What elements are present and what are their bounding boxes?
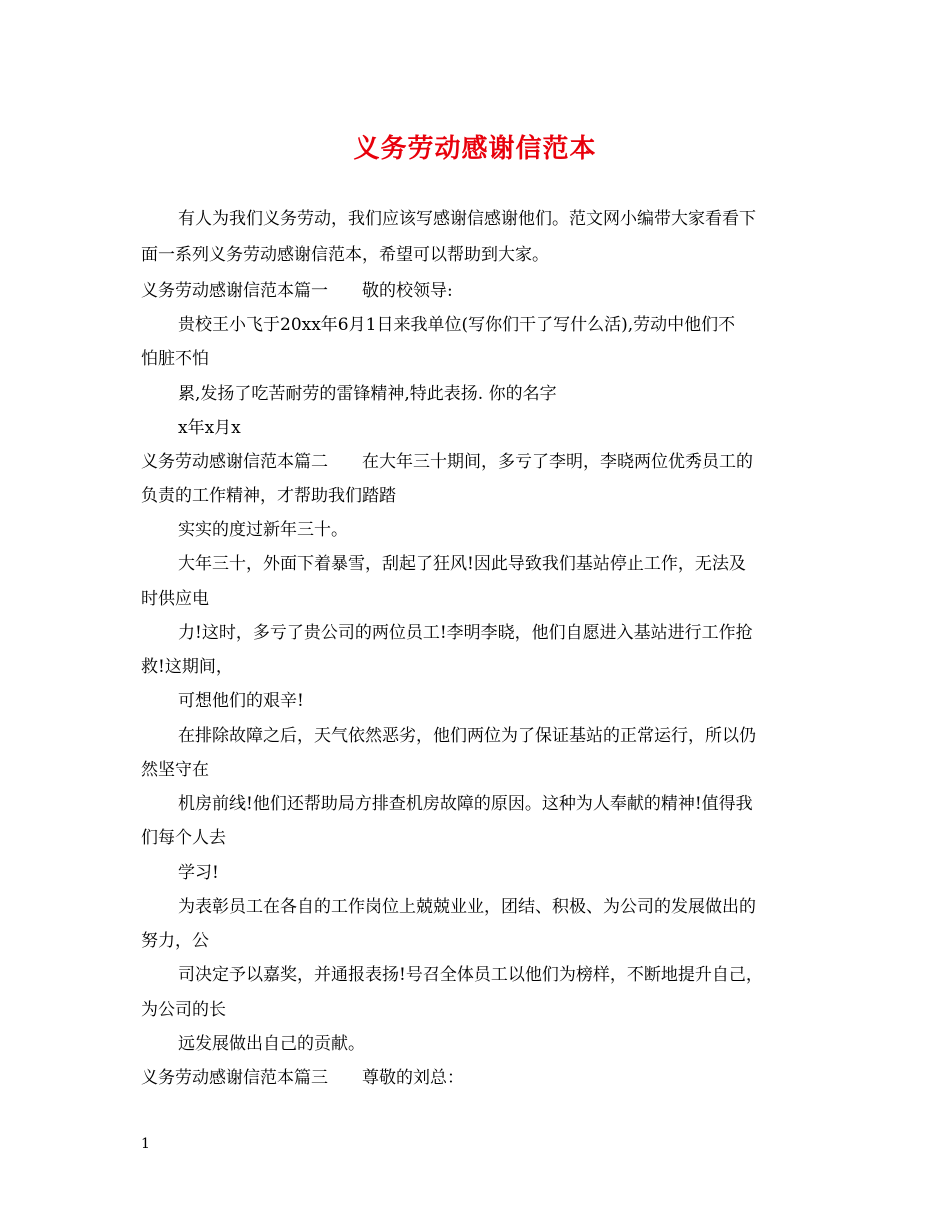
body-line: 负责的工作精神，才帮助我们踏踏 <box>141 486 396 506</box>
body-line: 为表彰员工在各自的工作岗位上兢兢业业，团结、积极、为公司的发展做出的 <box>178 897 756 917</box>
page-number: 1 <box>141 1136 150 1152</box>
body-line: 力!这时，多亏了贵公司的两位员工!李明李晓，他们自愿进入基站进行工作抢 <box>178 623 753 643</box>
body-line: 们每个人去 <box>141 828 226 848</box>
body-line: 为公司的长 <box>141 1000 226 1020</box>
section-heading-1: 义务劳动感谢信范本篇一 敬的校领导: <box>141 281 453 301</box>
section-heading-3: 义务劳动感谢信范本篇三 尊敬的刘总： <box>141 1068 464 1088</box>
body-line: 累,发扬了吃苦耐劳的雷锋精神,特此表扬. 你的名字 <box>178 384 557 404</box>
body-line: x年x月x <box>178 418 241 438</box>
body-line: 司决定予以嘉奖，并通报表扬!号召全体员工以他们为榜样，不断地提升自己， <box>178 965 763 985</box>
body-line: 远发展做出自己的贡献。 <box>178 1034 365 1054</box>
body-line: 机房前线!他们还帮助局方排查机房故障的原因。这种为人奉献的精神!值得我 <box>178 794 753 814</box>
document-title: 义务劳动感谢信范本 <box>353 134 597 164</box>
body-line: 然坚守在 <box>141 760 209 780</box>
body-line: 怕脏不怕 <box>141 349 209 369</box>
body-line: 学习! <box>178 863 219 883</box>
body-line: 大年三十，外面下着暴雪，刮起了狂风!因此导致我们基站停止工作，无法及 <box>178 554 746 574</box>
body-line: 贵校王小飞于20xx年6月1日来我单位(写你们干了写什么活),劳动中他们不 <box>178 315 736 335</box>
body-line: 面一系列义务劳动感谢信范本，希望可以帮助到大家。 <box>141 245 549 265</box>
body-line: 时供应电 <box>141 589 209 609</box>
section-heading-2: 义务劳动感谢信范本篇二 在大年三十期间，多亏了李明，李晓两位优秀员工的 <box>141 452 753 472</box>
body-line: 救!这期间， <box>141 657 233 677</box>
body-line: 实实的度过新年三十。 <box>178 520 348 540</box>
body-line: 努力，公 <box>141 931 209 951</box>
body-line: 可想他们的艰辛! <box>178 691 304 711</box>
body-line: 有人为我们义务劳动，我们应该写感谢信感谢他们。范文网小编带大家看看下 <box>178 209 756 229</box>
body-line: 在排除故障之后，天气依然恶劣，他们两位为了保证基站的正常运行，所以仍 <box>178 726 756 746</box>
